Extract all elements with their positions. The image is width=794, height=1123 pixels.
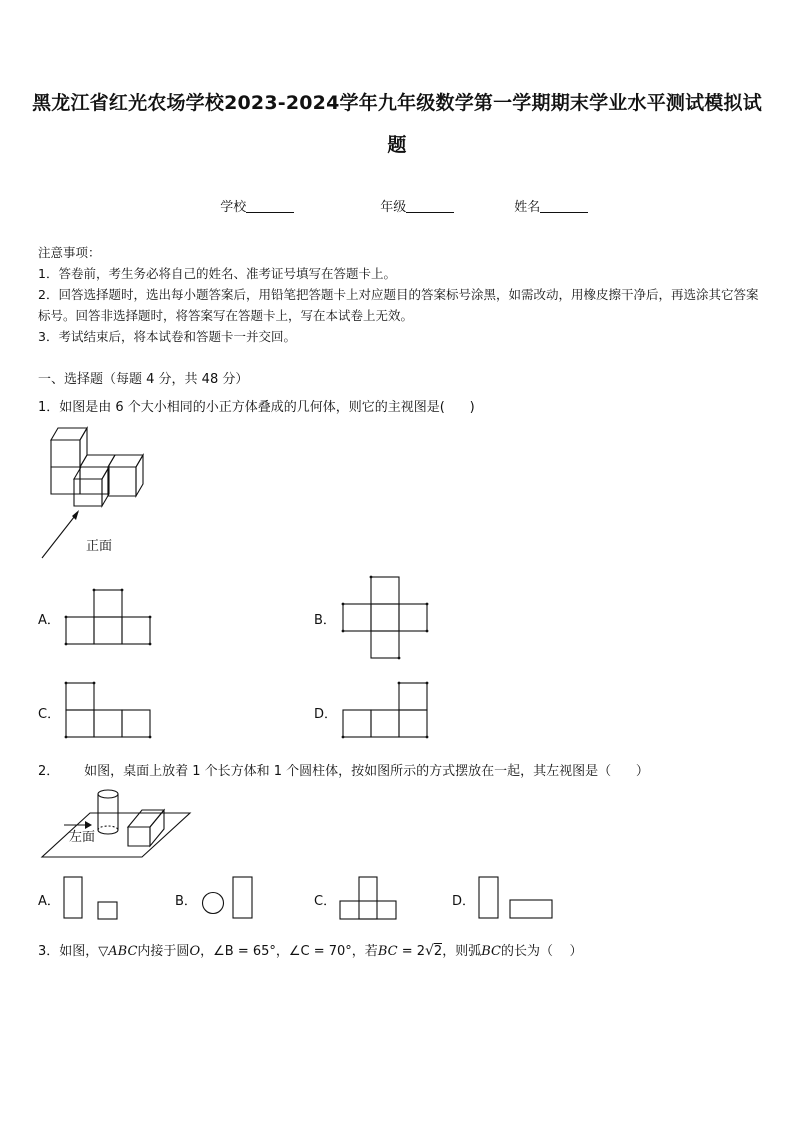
q2-option-b[interactable]: B． xyxy=(175,894,197,909)
section-heading: 一、选择题（每题 4 分，共 48 分） xyxy=(38,372,249,387)
grade-label: 年级 xyxy=(380,200,407,215)
q3-mid2: ，∠B = 65°，∠C = 70°，若 xyxy=(200,944,378,959)
q2-option-d[interactable]: D． xyxy=(452,894,476,909)
q3-suffix: 的长为（ ） xyxy=(500,944,583,959)
q3-prefix: 3．如图， xyxy=(38,944,99,959)
question-2-text: 2． 如图，桌面上放着 1 个长方体和 1 个圆柱体，按如图所示的方式摆放在一起，其左视图是（ ） xyxy=(38,764,649,779)
q3-arc: BC xyxy=(481,944,501,959)
question-3-text xyxy=(38,940,583,959)
q1-option-b[interactable]: B． xyxy=(314,613,336,628)
q3-circle: O xyxy=(189,944,201,959)
notes-heading: 注意事项： xyxy=(38,245,101,260)
q1-option-a[interactable]: A． xyxy=(38,613,60,628)
q3-mid3: ，则弧 xyxy=(442,944,482,959)
note-item-1: 1．答卷前，考生务必将自己的姓名、准考证号填写在答题卡上。 xyxy=(38,266,396,281)
sqrt-symbol: √ xyxy=(425,943,434,959)
left-view-label: 左面 xyxy=(69,830,96,845)
q3-triangle: ABC xyxy=(108,944,138,959)
note-item-2: 2．回答选择题时，选出每小题答案后，用铅笔把答题卡上对应题目的答案标号涂黑，如需改动，用橡皮擦干净后，再选涂其它答案标号。回答非选择题时，将答案写在答题卡上，写在本试卷上无效。 xyxy=(38,287,759,323)
q3-mid1: 内接于圆 xyxy=(137,944,190,959)
q3-eq: = 2 xyxy=(397,944,425,959)
school-label: 学校 xyxy=(220,200,247,215)
page-title: 黑龙江省红光农场学校2023-2024学年九年级数学第一学期期末学业水平测试模拟试 xyxy=(32,92,762,114)
triangle-symbol: ▽ xyxy=(98,944,109,959)
question-1-text: 1．如图是由 6 个大小相同的小正方体叠成的几何体，则它的主视图是( ) xyxy=(38,400,475,415)
note-item-3: 3．考试结束后，将本试卷和答题卡一并交回。 xyxy=(38,329,296,344)
q2-option-a[interactable]: A． xyxy=(38,894,60,909)
q1-option-d[interactable]: D． xyxy=(314,707,338,722)
q3-bc: BC xyxy=(377,944,398,959)
page-title-continued: 题 xyxy=(387,134,407,156)
front-view-label: 正面 xyxy=(86,539,113,554)
name-label: 姓名 xyxy=(514,200,541,215)
q2-option-c[interactable]: C． xyxy=(314,894,337,909)
q1-option-c[interactable]: C． xyxy=(38,707,61,722)
q3-sqrt-radicand: 2 xyxy=(433,944,443,959)
